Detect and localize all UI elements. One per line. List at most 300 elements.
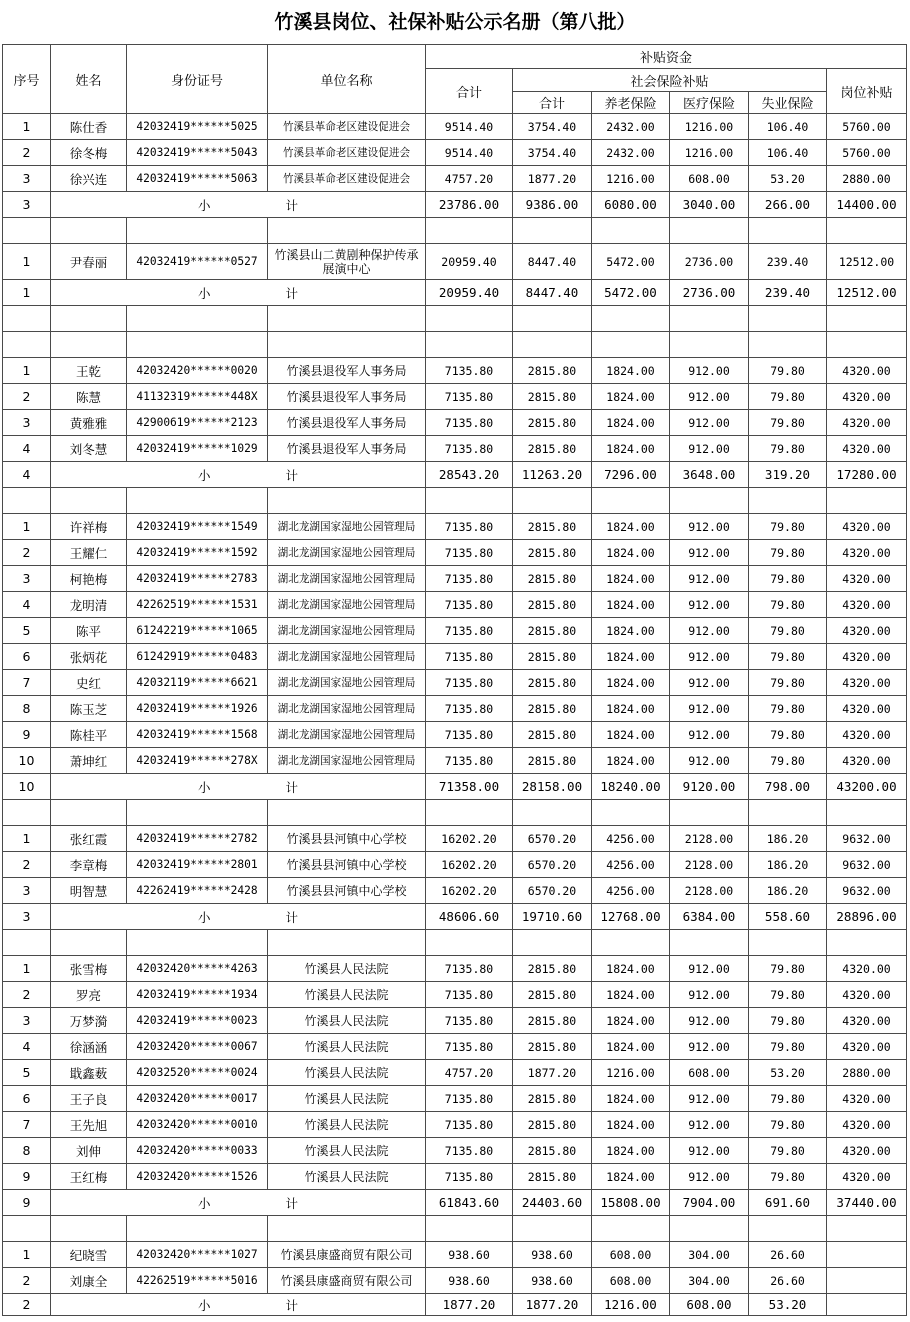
- unemployment-cell: 79.80: [749, 1164, 827, 1190]
- unemployment-cell: 26.60: [749, 1242, 827, 1268]
- unemployment-cell: 79.80: [749, 514, 827, 540]
- header-unit: 单位名称: [268, 45, 426, 114]
- subtotal-si-total-cell: 8447.40: [513, 280, 592, 306]
- total-cell: 7135.80: [426, 644, 513, 670]
- seq-cell: 2: [3, 982, 51, 1008]
- post-subsidy-cell: 4320.00: [827, 748, 907, 774]
- si-total-cell: 2815.80: [513, 540, 592, 566]
- unit-cell: 竹溪县革命老区建设促进会: [268, 166, 426, 192]
- name-cell: 王乾: [51, 358, 127, 384]
- blank-row: [3, 930, 907, 956]
- medical-cell: 912.00: [670, 384, 749, 410]
- seq-cell: 5: [3, 618, 51, 644]
- post-subsidy-cell: 4320.00: [827, 566, 907, 592]
- table-row: [3, 1034, 907, 1060]
- name-cell: 戢鑫薮: [51, 1060, 127, 1086]
- unemployment-cell: 79.80: [749, 358, 827, 384]
- subtotal-label-part: 计: [285, 197, 298, 213]
- unit-cell: 竹溪县革命老区建设促进会: [268, 114, 426, 140]
- post-subsidy-cell: 4320.00: [827, 644, 907, 670]
- total-cell: 4757.20: [426, 166, 513, 192]
- table-row: [3, 592, 907, 618]
- pension-cell: 608.00: [592, 1268, 670, 1294]
- si-total-cell: 2815.80: [513, 566, 592, 592]
- blank-cell: [513, 218, 592, 244]
- blank-cell: [749, 306, 827, 332]
- total-cell: 938.60: [426, 1242, 513, 1268]
- medical-cell: 912.00: [670, 618, 749, 644]
- total-cell: 7135.80: [426, 1164, 513, 1190]
- blank-cell: [513, 1216, 592, 1242]
- pension-cell: 1824.00: [592, 1164, 670, 1190]
- id-cell: 42032119******6621: [127, 670, 268, 696]
- subtotal-unemployment-cell: 53.20: [749, 1294, 827, 1316]
- header-subsidy-funds: 补贴资金: [426, 45, 907, 69]
- subtotal-si-total-cell: 28158.00: [513, 774, 592, 800]
- blank-cell: [749, 800, 827, 826]
- blank-cell: [749, 930, 827, 956]
- blank-cell: [127, 488, 268, 514]
- total-cell: 7135.80: [426, 982, 513, 1008]
- id-cell: 41132319******448X: [127, 384, 268, 410]
- subtotal-row: [3, 904, 907, 930]
- id-cell: 42032419******0527: [127, 244, 268, 280]
- total-cell: 4757.20: [426, 1060, 513, 1086]
- pension-cell: 1824.00: [592, 618, 670, 644]
- blank-cell: [749, 332, 827, 358]
- total-cell: 16202.20: [426, 826, 513, 852]
- unemployment-cell: 79.80: [749, 1086, 827, 1112]
- name-cell: 龙明清: [51, 592, 127, 618]
- subtotal-post-subsidy-cell: 17280.00: [827, 462, 907, 488]
- table-row: [3, 140, 907, 166]
- subtotal-pension-cell: 7296.00: [592, 462, 670, 488]
- blank-cell: [268, 332, 426, 358]
- seq-cell: 2: [3, 852, 51, 878]
- post-subsidy-cell: 4320.00: [827, 384, 907, 410]
- seq-cell: 4: [3, 592, 51, 618]
- subtotal-total-cell: 1877.20: [426, 1294, 513, 1316]
- unemployment-cell: 106.40: [749, 114, 827, 140]
- table-row: [3, 114, 907, 140]
- unit-cell: 湖北龙湖国家湿地公园管理局: [268, 696, 426, 722]
- blank-row: [3, 332, 907, 358]
- total-cell: 7135.80: [426, 670, 513, 696]
- pension-cell: 1824.00: [592, 1086, 670, 1112]
- seq-cell: 7: [3, 670, 51, 696]
- post-subsidy-cell: 9632.00: [827, 826, 907, 852]
- blank-cell: [3, 800, 51, 826]
- total-cell: 7135.80: [426, 540, 513, 566]
- unit-cell: 竹溪县人民法院: [268, 1138, 426, 1164]
- seq-cell: 1: [3, 826, 51, 852]
- unit-cell: 竹溪县人民法院: [268, 1060, 426, 1086]
- pension-cell: 1824.00: [592, 670, 670, 696]
- total-cell: 7135.80: [426, 618, 513, 644]
- blank-row: [3, 1216, 907, 1242]
- si-total-cell: 6570.20: [513, 826, 592, 852]
- blank-cell: [51, 800, 127, 826]
- seq-cell: 7: [3, 1112, 51, 1138]
- blank-cell: [670, 488, 749, 514]
- subtotal-label-part: 计: [285, 1297, 298, 1313]
- subtotal-label-text: [53, 778, 423, 796]
- unemployment-cell: 79.80: [749, 566, 827, 592]
- subtotal-label-text: [53, 284, 423, 302]
- blank-cell: [827, 800, 907, 826]
- blank-cell: [3, 1216, 51, 1242]
- subtotal-label-part: 小: [198, 467, 211, 483]
- post-subsidy-cell: 4320.00: [827, 618, 907, 644]
- pension-cell: 1824.00: [592, 748, 670, 774]
- blank-cell: [51, 332, 127, 358]
- post-subsidy-cell: 4320.00: [827, 722, 907, 748]
- unit-cell: 湖北龙湖国家湿地公园管理局: [268, 540, 426, 566]
- subtotal-unemployment-cell: 239.40: [749, 280, 827, 306]
- header-pension: 养老保险: [592, 92, 670, 114]
- header-seq: 序号: [3, 45, 51, 114]
- pension-cell: 1824.00: [592, 1138, 670, 1164]
- unemployment-cell: 79.80: [749, 384, 827, 410]
- unemployment-cell: 106.40: [749, 140, 827, 166]
- unit-cell: 湖北龙湖国家湿地公园管理局: [268, 670, 426, 696]
- subtotal-total-cell: 71358.00: [426, 774, 513, 800]
- post-subsidy-cell: [827, 1268, 907, 1294]
- subtotal-pension-cell: 5472.00: [592, 280, 670, 306]
- si-total-cell: 2815.80: [513, 1164, 592, 1190]
- table-row: [3, 670, 907, 696]
- unit-cell: 竹溪县人民法院: [268, 1086, 426, 1112]
- name-cell: 柯艳梅: [51, 566, 127, 592]
- unemployment-cell: 79.80: [749, 592, 827, 618]
- name-cell: 万梦漪: [51, 1008, 127, 1034]
- unemployment-cell: 79.80: [749, 956, 827, 982]
- medical-cell: 2128.00: [670, 878, 749, 904]
- table-row: [3, 540, 907, 566]
- subtotal-pension-cell: 18240.00: [592, 774, 670, 800]
- subtotal-label: [51, 280, 426, 306]
- page-title: 竹溪县岗位、社保补贴公示名册（第八批）: [274, 11, 636, 33]
- subtotal-seq-cell: 4: [3, 462, 51, 488]
- medical-cell: 304.00: [670, 1242, 749, 1268]
- post-subsidy-cell: 4320.00: [827, 1086, 907, 1112]
- subtotal-si-total-cell: 9386.00: [513, 192, 592, 218]
- pension-cell: 1824.00: [592, 722, 670, 748]
- subtotal-pension-cell: 12768.00: [592, 904, 670, 930]
- blank-cell: [513, 332, 592, 358]
- si-total-cell: 6570.20: [513, 852, 592, 878]
- name-cell: 刘冬慧: [51, 436, 127, 462]
- blank-cell: [127, 306, 268, 332]
- seq-cell: 6: [3, 644, 51, 670]
- total-cell: 7135.80: [426, 1086, 513, 1112]
- post-subsidy-cell: 4320.00: [827, 410, 907, 436]
- subtotal-si-total-cell: 11263.20: [513, 462, 592, 488]
- si-total-cell: 2815.80: [513, 410, 592, 436]
- pension-cell: 1824.00: [592, 358, 670, 384]
- medical-cell: 2128.00: [670, 826, 749, 852]
- seq-cell: 5: [3, 1060, 51, 1086]
- si-total-cell: 938.60: [513, 1242, 592, 1268]
- pension-cell: 4256.00: [592, 852, 670, 878]
- id-cell: 42032419******1568: [127, 722, 268, 748]
- name-cell: 王红梅: [51, 1164, 127, 1190]
- blank-cell: [827, 306, 907, 332]
- blank-cell: [670, 1216, 749, 1242]
- subtotal-row: [3, 1294, 907, 1316]
- post-subsidy-cell: 4320.00: [827, 670, 907, 696]
- seq-cell: 3: [3, 410, 51, 436]
- unit-cell: 湖北龙湖国家湿地公园管理局: [268, 592, 426, 618]
- id-cell: 42262419******2428: [127, 878, 268, 904]
- blank-cell: [592, 306, 670, 332]
- subtotal-medical-cell: 3648.00: [670, 462, 749, 488]
- subtotal-label: [51, 904, 426, 930]
- header-post-subsidy: 岗位补贴: [827, 69, 907, 114]
- pension-cell: 4256.00: [592, 826, 670, 852]
- name-cell: 王子良: [51, 1086, 127, 1112]
- blank-cell: [592, 930, 670, 956]
- unemployment-cell: 186.20: [749, 852, 827, 878]
- blank-cell: [827, 1216, 907, 1242]
- table-row: [3, 1086, 907, 1112]
- unemployment-cell: 79.80: [749, 644, 827, 670]
- subtotal-label-part: 小: [198, 1195, 211, 1211]
- unit-cell: 湖北龙湖国家湿地公园管理局: [268, 722, 426, 748]
- unit-cell: 竹溪县革命老区建设促进会: [268, 140, 426, 166]
- pension-cell: 1824.00: [592, 956, 670, 982]
- si-total-cell: 3754.40: [513, 114, 592, 140]
- table-row: [3, 1060, 907, 1086]
- name-cell: 罗亮: [51, 982, 127, 1008]
- si-total-cell: 2815.80: [513, 1086, 592, 1112]
- header-si-total: 合计: [513, 92, 592, 114]
- id-cell: 42032420******1526: [127, 1164, 268, 1190]
- name-cell: 史红: [51, 670, 127, 696]
- post-subsidy-cell: 9632.00: [827, 852, 907, 878]
- blank-cell: [592, 1216, 670, 1242]
- post-subsidy-cell: 5760.00: [827, 114, 907, 140]
- subtotal-label-part: 小: [198, 779, 211, 795]
- table-row: [3, 956, 907, 982]
- medical-cell: 912.00: [670, 1138, 749, 1164]
- total-cell: 16202.20: [426, 878, 513, 904]
- subtotal-label-text: [53, 908, 423, 926]
- blank-cell: [426, 800, 513, 826]
- si-total-cell: 2815.80: [513, 1034, 592, 1060]
- si-total-cell: 2815.80: [513, 384, 592, 410]
- seq-cell: 1: [3, 514, 51, 540]
- total-cell: 7135.80: [426, 566, 513, 592]
- subtotal-medical-cell: 7904.00: [670, 1190, 749, 1216]
- pension-cell: 1824.00: [592, 514, 670, 540]
- id-cell: 42032419******2801: [127, 852, 268, 878]
- blank-cell: [426, 332, 513, 358]
- subtotal-medical-cell: 6384.00: [670, 904, 749, 930]
- subtotal-seq-cell: 2: [3, 1294, 51, 1316]
- seq-cell: 1: [3, 1242, 51, 1268]
- name-cell: 张红霞: [51, 826, 127, 852]
- subtotal-label: [51, 1294, 426, 1316]
- pension-cell: 1824.00: [592, 540, 670, 566]
- unit-cell: 竹溪县人民法院: [268, 1034, 426, 1060]
- pension-cell: 1824.00: [592, 1112, 670, 1138]
- unit-cell: 湖北龙湖国家湿地公园管理局: [268, 566, 426, 592]
- seq-cell: 2: [3, 1268, 51, 1294]
- blank-cell: [670, 218, 749, 244]
- medical-cell: 1216.00: [670, 114, 749, 140]
- unemployment-cell: 53.20: [749, 1060, 827, 1086]
- subtotal-unemployment-cell: 691.60: [749, 1190, 827, 1216]
- blank-cell: [426, 930, 513, 956]
- seq-cell: 4: [3, 1034, 51, 1060]
- unemployment-cell: 79.80: [749, 982, 827, 1008]
- subtotal-label-part: 小: [198, 285, 211, 301]
- unemployment-cell: 79.80: [749, 1008, 827, 1034]
- post-subsidy-cell: 4320.00: [827, 436, 907, 462]
- subtotal-post-subsidy-cell: [827, 1294, 907, 1316]
- medical-cell: 608.00: [670, 1060, 749, 1086]
- subtotal-total-cell: 20959.40: [426, 280, 513, 306]
- header-unemployment: 失业保险: [749, 92, 827, 114]
- medical-cell: 912.00: [670, 748, 749, 774]
- medical-cell: 912.00: [670, 1112, 749, 1138]
- blank-cell: [670, 930, 749, 956]
- post-subsidy-cell: 4320.00: [827, 358, 907, 384]
- pension-cell: 608.00: [592, 1242, 670, 1268]
- subtotal-seq-cell: 1: [3, 280, 51, 306]
- subtotal-seq-cell: 9: [3, 1190, 51, 1216]
- si-total-cell: 2815.80: [513, 956, 592, 982]
- pension-cell: 4256.00: [592, 878, 670, 904]
- id-cell: 42032419******278X: [127, 748, 268, 774]
- id-cell: 42032419******1934: [127, 982, 268, 1008]
- subtotal-si-total-cell: 19710.60: [513, 904, 592, 930]
- blank-row: [3, 800, 907, 826]
- subtotal-total-cell: 28543.20: [426, 462, 513, 488]
- total-cell: 9514.40: [426, 140, 513, 166]
- si-total-cell: 2815.80: [513, 722, 592, 748]
- id-cell: 42032520******0024: [127, 1060, 268, 1086]
- header-id: 身份证号: [127, 45, 268, 114]
- si-total-cell: 2815.80: [513, 514, 592, 540]
- blank-cell: [749, 488, 827, 514]
- si-total-cell: 2815.80: [513, 358, 592, 384]
- seq-cell: 2: [3, 140, 51, 166]
- pension-cell: 2432.00: [592, 114, 670, 140]
- unemployment-cell: 79.80: [749, 540, 827, 566]
- medical-cell: 912.00: [670, 644, 749, 670]
- pension-cell: 1824.00: [592, 1008, 670, 1034]
- name-cell: 许祥梅: [51, 514, 127, 540]
- name-cell: 徐冬梅: [51, 140, 127, 166]
- subtotal-label-text: [53, 196, 423, 214]
- post-subsidy-cell: [827, 1242, 907, 1268]
- pension-cell: 1824.00: [592, 384, 670, 410]
- table-row: [3, 410, 907, 436]
- blank-cell: [592, 488, 670, 514]
- id-cell: 42032419******0023: [127, 1008, 268, 1034]
- name-cell: 陈桂平: [51, 722, 127, 748]
- subtotal-label: [51, 1190, 426, 1216]
- subtotal-pension-cell: 1216.00: [592, 1294, 670, 1316]
- id-cell: 42032419******5063: [127, 166, 268, 192]
- subtotal-row: [3, 774, 907, 800]
- seq-cell: 3: [3, 566, 51, 592]
- blank-cell: [51, 306, 127, 332]
- blank-cell: [513, 306, 592, 332]
- unemployment-cell: 53.20: [749, 166, 827, 192]
- blank-cell: [3, 332, 51, 358]
- blank-cell: [827, 488, 907, 514]
- pension-cell: 1824.00: [592, 982, 670, 1008]
- blank-cell: [827, 332, 907, 358]
- post-subsidy-cell: 9632.00: [827, 878, 907, 904]
- subtotal-medical-cell: 9120.00: [670, 774, 749, 800]
- subsidy-table: [2, 44, 907, 1316]
- id-cell: 42032420******0067: [127, 1034, 268, 1060]
- blank-cell: [513, 930, 592, 956]
- subtotal-label: [51, 462, 426, 488]
- pension-cell: 1216.00: [592, 1060, 670, 1086]
- blank-cell: [426, 306, 513, 332]
- post-subsidy-cell: 12512.00: [827, 244, 907, 280]
- blank-cell: [513, 488, 592, 514]
- seq-cell: 2: [3, 540, 51, 566]
- blank-cell: [268, 218, 426, 244]
- medical-cell: 912.00: [670, 1008, 749, 1034]
- medical-cell: 912.00: [670, 722, 749, 748]
- unit-cell: 竹溪县县河镇中心学校: [268, 826, 426, 852]
- pension-cell: 1824.00: [592, 436, 670, 462]
- subtotal-post-subsidy-cell: 28896.00: [827, 904, 907, 930]
- name-cell: 黄雅雅: [51, 410, 127, 436]
- unit-cell: 竹溪县人民法院: [268, 982, 426, 1008]
- si-total-cell: 2815.80: [513, 436, 592, 462]
- unit-cell: 竹溪县退役军人事务局: [268, 410, 426, 436]
- subtotal-pension-cell: 6080.00: [592, 192, 670, 218]
- si-total-cell: 1877.20: [513, 1060, 592, 1086]
- blank-cell: [670, 800, 749, 826]
- subtotal-label: [51, 774, 426, 800]
- header-social-insurance: 社会保险补贴: [513, 69, 827, 92]
- medical-cell: 1216.00: [670, 140, 749, 166]
- subtotal-row: [3, 462, 907, 488]
- table-row: [3, 722, 907, 748]
- table-row: [3, 566, 907, 592]
- id-cell: 61242919******0483: [127, 644, 268, 670]
- name-cell: 萧坤红: [51, 748, 127, 774]
- total-cell: 7135.80: [426, 384, 513, 410]
- medical-cell: 2128.00: [670, 852, 749, 878]
- subtotal-label-part: 计: [285, 467, 298, 483]
- id-cell: 42032419******2782: [127, 826, 268, 852]
- medical-cell: 912.00: [670, 358, 749, 384]
- subtotal-total-cell: 23786.00: [426, 192, 513, 218]
- medical-cell: 912.00: [670, 1164, 749, 1190]
- subtotal-label-part: 计: [285, 909, 298, 925]
- pension-cell: 1824.00: [592, 696, 670, 722]
- seq-cell: 1: [3, 956, 51, 982]
- subtotal-label-part: 小: [198, 1297, 211, 1313]
- post-subsidy-cell: 4320.00: [827, 1112, 907, 1138]
- table-row: [3, 436, 907, 462]
- pension-cell: 5472.00: [592, 244, 670, 280]
- unit-cell: 竹溪县康盛商贸有限公司: [268, 1268, 426, 1294]
- subtotal-si-total-cell: 1877.20: [513, 1294, 592, 1316]
- blank-cell: [127, 332, 268, 358]
- pension-cell: 1824.00: [592, 566, 670, 592]
